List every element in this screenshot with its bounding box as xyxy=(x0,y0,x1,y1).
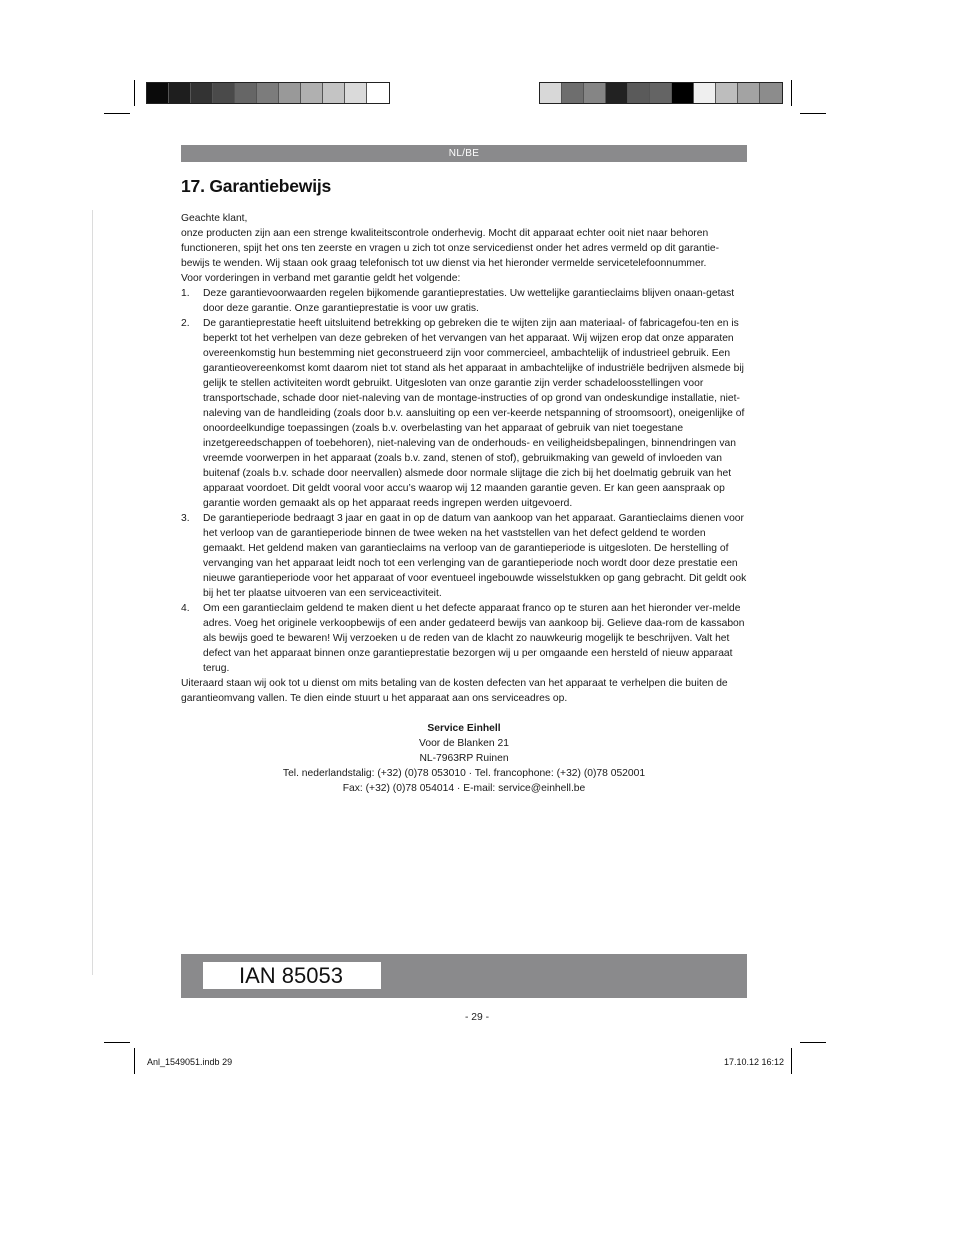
color-swatch xyxy=(694,83,716,103)
color-swatch xyxy=(628,83,650,103)
color-swatch xyxy=(257,83,279,103)
color-swatch xyxy=(606,83,628,103)
color-swatch xyxy=(760,83,782,103)
page-edge-line xyxy=(92,210,93,975)
closing-paragraph: Uiteraard staan wij ook tot u dienst om mits betaling van de kosten defecten van het apparaat te verhelpen die buiten de garantieomvang vallen. Te dien einde stuurt u het apparaat aan ons serviceadres op. xyxy=(181,678,728,704)
crop-mark-top-left-h xyxy=(104,113,130,114)
color-calibration-bar-right xyxy=(539,82,783,104)
color-swatch xyxy=(147,83,169,103)
color-swatch xyxy=(562,83,584,103)
service-fax-email: Fax: (+32) (0)78 054014 · E-mail: service@einhell.be xyxy=(342,783,586,794)
page-number: - 29 - xyxy=(464,1012,490,1023)
ian-label: IAN 85053 xyxy=(239,963,343,988)
list-text: De garantieperiode bedraagt 3 jaar en gaat in op de datum van aankoop van het apparaat. Garantieclaims dienen voor het verloop van de garantieperiode binnen de twee weken na het vaststellen van het defect geldend te worden gemaakt. Het geldend maken van garantieclaims na verloop van de garantieperiode is uitgesloten. De herstelling of vervanging van het apparaat leidt noch tot een verlenging van de garantieperiode noch wordt door deze prestatie een nieuwe garantieperiode voor het apparaat of voor eventueel ingebouwde wisselstukken op gang gebracht. Dit geldt ook bij het ter plaatse uitvoeren van een serviceactiviteit. xyxy=(203,513,747,599)
service-street: Voor de Blanken 21 xyxy=(419,738,509,749)
crop-mark-bottom-right-h xyxy=(800,1042,826,1043)
color-swatch xyxy=(672,83,694,103)
language-band xyxy=(181,145,747,162)
color-swatch xyxy=(191,83,213,103)
list-item xyxy=(181,286,747,316)
list-text: De garantieprestatie heeft uitsluitend betrekking op gebreken die te wijten zijn aan materiaal- of fabricagefou-ten en is beperkt tot het verhelpen van deze gebreken of het vervangen van het apparaat. Wij wijzen erop dat onze apparaten overeenkomstig hun bestemming niet geconstrueerd zijn voor commercieel, ambachtelijk of industrieel gebruik. Een garantieovereenkomst komt daarom niet tot stand als het apparaat in ambachtelijke of industriële bedrijven alsmede bij gelijk te stellen activiteiten wordt gebruikt. Uitgesloten van onze garantie zijn verder schadeloosstellingen voor transportschade, schade door niet-naleving van de montage-instructies of op grond van ondeskundige installatie, niet-naleving van de handleiding (zoals door b.v. aansluiting op een ver-keerde netspanning of stroomsoort), oneigenlijke of onoordeelkundige toepassingen (zoals b.v. overbelasting van het apparaat of gebruik van niet toegestane inzetgereedschappen of toebehoren), niet-naleving van de onderhouds- en veiligheidsbepalingen, binnendringen van vreemde voorwerpen in het apparaat (zoals b.v. zand, stenen of stof), gebruikmaking van geweld of invloeden van buitenaf (zoals b.v. schade door neervallen) alsmede door normale slijtage die zich bij het doelmatig gebruik van het apparaat voordoet. Dit geldt vooral voor accu’s waarop wij 12 maanden garantie geven. Er kan geen aanspraak op garantie worden gemaakt als op het apparaat reeds ingrepen werden uitgevoerd. xyxy=(203,318,745,509)
color-swatch xyxy=(345,83,367,103)
footer-file: Anl_1549051.indb 29 xyxy=(147,1057,233,1067)
crop-mark-top-right-h xyxy=(800,113,826,114)
ian-band xyxy=(181,954,747,998)
conditions-list xyxy=(181,286,747,676)
crop-mark-top-right-v xyxy=(791,80,792,106)
crop-mark-bottom-left-v xyxy=(134,1048,135,1074)
service-address xyxy=(181,721,747,796)
warranty-text xyxy=(181,211,747,796)
service-city: NL-7963RP Ruinen xyxy=(419,753,509,764)
color-swatch xyxy=(235,83,257,103)
list-item xyxy=(181,511,747,601)
color-swatch xyxy=(301,83,323,103)
list-text: Om een garantieclaim geldend te maken dient u het defecte apparaat franco op te sturen aan het hieronder ver-melde adres. Voeg het originele verkoopbewijs of een ander gedateerd bewijs van aankoop bij. Gelieve daa-rom de kassabon als bewijs goed te bewaren! Wij verzoeken u de reden van de klacht zo nauwkeurig mogelijk te beschrijven. Valt het defect van het apparaat binnen onze garantieprestatie bezorgen wij u per omgaande een hersteld of nieuw apparaat terug. xyxy=(203,603,745,674)
list-number: 4. xyxy=(181,603,190,614)
footer-datetime: 17.10.12 16:12 xyxy=(723,1057,784,1067)
ian-box xyxy=(203,962,381,989)
color-swatch xyxy=(323,83,345,103)
color-swatch xyxy=(169,83,191,103)
greeting: Geachte klant, xyxy=(181,213,248,224)
color-swatch xyxy=(540,83,562,103)
language-tag: NL/BE xyxy=(448,148,480,159)
intro-paragraph: onze producten zijn aan een strenge kwaliteitscontrole onderhevig. Mocht dit apparaat echter ooit niet naar behoren functioneren, spijt het ons ten zeerste en vragen u zich tot onze servicedienst onder het adres vermeld op dit garantie-bewijs te wenden. Wij staan ook graag telefonisch tot uw dienst via het hieronder vermelde servicetelefoonnummer. xyxy=(181,228,720,269)
color-swatch xyxy=(367,83,389,103)
color-swatch xyxy=(213,83,235,103)
service-name: Service Einhell xyxy=(427,723,501,734)
crop-mark-bottom-right-v xyxy=(791,1048,792,1074)
crop-mark-bottom-left-h xyxy=(104,1042,130,1043)
service-phone: Tel. nederlandstalig: (+32) (0)78 053010 · Tel. francophone: (+32) (0)78 052001 xyxy=(282,768,646,779)
color-swatch xyxy=(650,83,672,103)
lead-paragraph: Voor vorderingen in verband met garantie geldt het volgende: xyxy=(181,273,461,284)
color-swatch xyxy=(716,83,738,103)
list-number: 1. xyxy=(181,288,190,299)
color-swatch xyxy=(584,83,606,103)
color-swatch xyxy=(279,83,301,103)
list-number: 2. xyxy=(181,318,190,329)
list-number: 3. xyxy=(181,513,190,524)
crop-mark-top-left-v xyxy=(134,80,135,106)
section-title: 17. Garantiebewijs xyxy=(181,176,332,196)
list-text: Deze garantievoorwaarden regelen bijkomende garantieprestaties. Uw wettelijke garantieclaims blijven onaan-getast door deze garantie. Onze garantieprestatie is voor uw gratis. xyxy=(203,288,735,314)
color-calibration-bar-left xyxy=(146,82,390,104)
list-item xyxy=(181,316,747,511)
color-swatch xyxy=(738,83,760,103)
list-item xyxy=(181,601,747,676)
